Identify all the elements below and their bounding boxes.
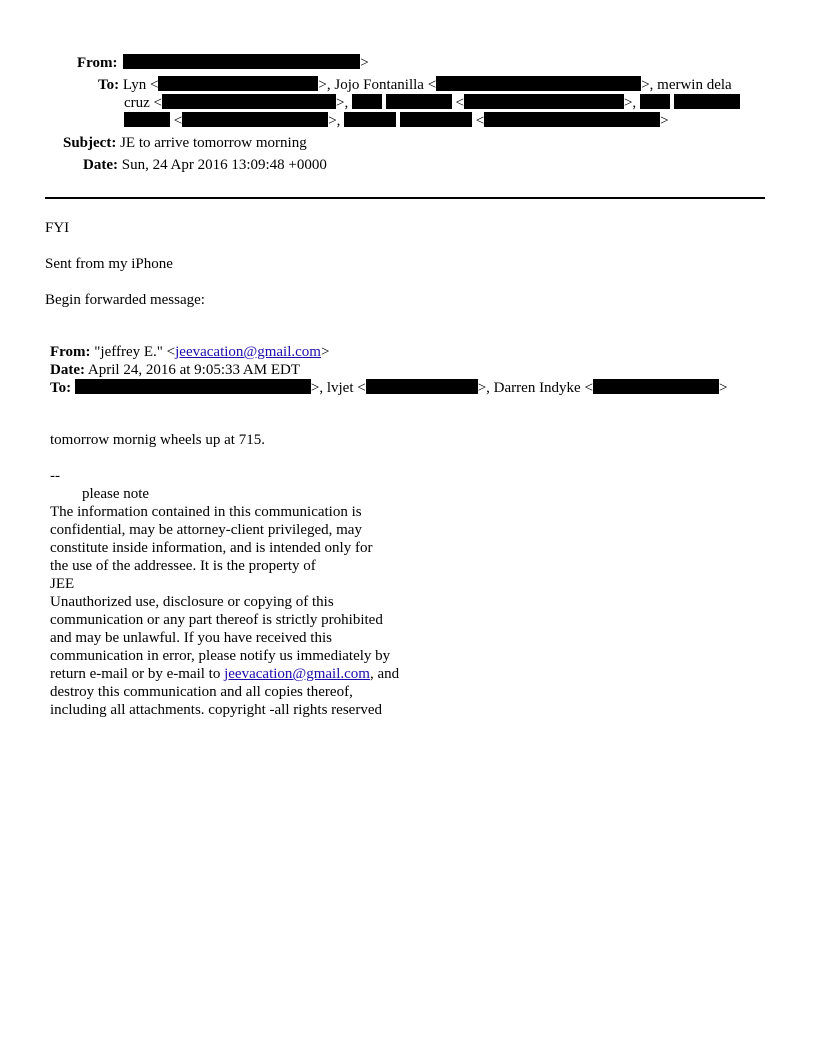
fwd-to-row	[50, 379, 727, 397]
fwd-date-row	[50, 361, 300, 379]
header-from-label: From:	[77, 55, 118, 71]
angle-open: <	[475, 113, 485, 129]
disclaimer-line: The information contained in this communication is	[50, 504, 362, 520]
fwd-from-label: From:	[50, 344, 91, 360]
redaction-block	[400, 112, 472, 127]
fwd-to-lvjet: >, lvjet <	[310, 380, 366, 396]
header-to-label: To:	[98, 77, 120, 93]
header-to-row-2	[124, 94, 740, 112]
separator: >,	[623, 95, 640, 111]
header-subject-label: Subject:	[63, 135, 117, 151]
redaction-block	[593, 379, 719, 394]
redaction-block	[464, 94, 624, 109]
signature-dashes: --	[50, 468, 60, 484]
angle-close: >	[320, 344, 330, 360]
header-date-row	[83, 156, 327, 174]
angle-open: <	[173, 113, 183, 129]
to-recipient-jojo: >, Jojo Fontanilla <	[318, 77, 437, 93]
fwd-from-name: "jeffrey E." <	[94, 344, 176, 360]
body-sent-from: Sent from my iPhone	[45, 256, 173, 272]
disclaimer-line: communication in error, please notify us immediately by	[50, 648, 391, 664]
header-to-row	[98, 76, 732, 94]
disclaimer-line: Unauthorized use, disclosure or copying of this	[50, 594, 334, 610]
header-date-label: Date:	[83, 157, 118, 173]
disclaimer-line: confidential, may be attorney-client privileged, may	[50, 522, 362, 538]
redaction-block	[366, 379, 478, 394]
disclaimer-line: destroy this communication and all copies thereof,	[50, 684, 353, 700]
angle-close: >	[360, 55, 369, 71]
fwd-to-darren: >, Darren Indyke <	[477, 380, 593, 396]
return-suffix: , and	[369, 666, 400, 682]
disclaimer-line: including all attachments. copyright -all rights reserved	[50, 702, 382, 718]
redaction-block	[674, 94, 740, 109]
separator: >,	[336, 95, 352, 111]
header-divider	[45, 197, 765, 199]
body-begin-forwarded: Begin forwarded message:	[45, 292, 205, 308]
redaction-block	[640, 94, 670, 109]
fwd-to-label: To:	[50, 380, 72, 396]
disclaimer-line: the use of the addressee. It is the property of	[50, 558, 316, 574]
header-subject-row	[63, 134, 307, 152]
signature-please-note: please note	[82, 486, 150, 502]
header-to-row-3	[124, 112, 669, 130]
redaction-block	[124, 112, 170, 127]
fwd-from-row	[50, 343, 329, 361]
return-email-link[interactable]: jeevacation@gmail.com	[224, 666, 370, 682]
header-subject: JE to arrive tomorrow morning	[120, 135, 307, 151]
redaction-block	[123, 54, 360, 69]
return-prefix: return e-mail or by e-mail to	[50, 666, 225, 682]
to-recipient-lyn: Lyn <	[122, 77, 159, 93]
disclaimer-return-line	[50, 665, 399, 683]
redaction-block	[436, 76, 641, 91]
redaction-block	[75, 379, 311, 394]
redaction-block	[386, 94, 452, 109]
fwd-from-email-link[interactable]: jeevacation@gmail.com	[175, 344, 321, 360]
angle-close: >	[718, 380, 728, 396]
separator: >,	[328, 113, 345, 129]
header-from-row	[77, 54, 369, 72]
to-recipient-cruz: cruz <	[124, 95, 163, 111]
redaction-block	[344, 112, 396, 127]
redaction-block	[182, 112, 328, 127]
fwd-message: tomorrow mornig wheels up at 715.	[50, 432, 265, 448]
redaction-block	[484, 112, 660, 127]
angle-open: <	[455, 95, 464, 111]
redaction-block	[352, 94, 382, 109]
fwd-date: April 24, 2016 at 9:05:33 AM EDT	[87, 362, 300, 378]
body-fyi: FYI	[45, 220, 70, 236]
disclaimer-line: and may be unlawful. If you have received this	[50, 630, 332, 646]
to-recipient-merwin: >, merwin dela	[641, 77, 732, 93]
disclaimer-line: constitute inside information, and is intended only for	[50, 540, 373, 556]
redaction-block	[158, 76, 318, 91]
header-date: Sun, 24 Apr 2016 13:09:48 +0000	[121, 157, 327, 173]
disclaimer-line: communication or any part thereof is strictly prohibited	[50, 612, 383, 628]
disclaimer-line: JEE	[50, 576, 75, 592]
angle-close: >	[660, 113, 669, 129]
redaction-block	[162, 94, 336, 109]
fwd-date-label: Date:	[50, 362, 85, 378]
